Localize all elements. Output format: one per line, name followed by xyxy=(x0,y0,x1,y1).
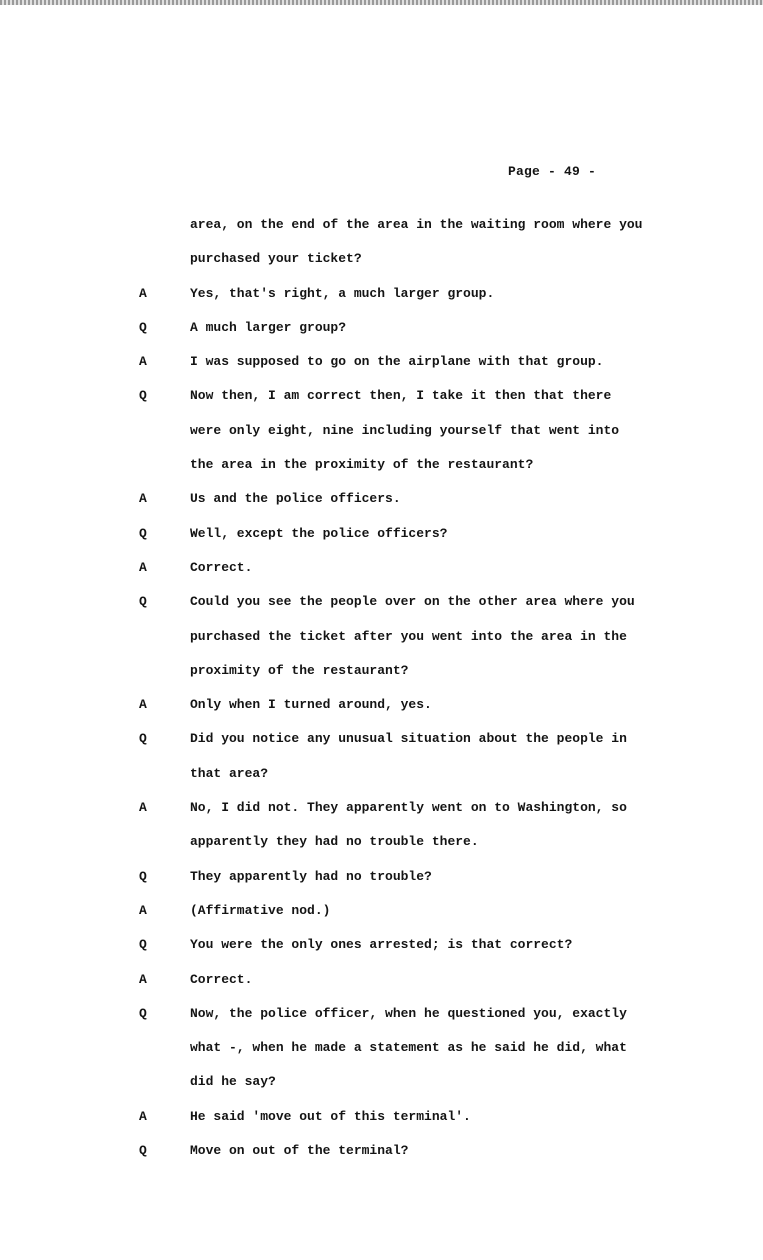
line-text: They apparently had no trouble? xyxy=(190,868,432,884)
transcript-line xyxy=(0,825,763,859)
transcript-line xyxy=(0,620,763,654)
scan-top-edge xyxy=(0,0,763,5)
transcript-line xyxy=(0,894,763,928)
line-text: Could you see the people over on the other area where you xyxy=(190,594,635,610)
line-text: apparently they had no trouble there. xyxy=(190,834,479,850)
line-text: Move on out of the terminal? xyxy=(190,1143,409,1159)
speaker-label: A xyxy=(139,354,147,370)
transcript-line xyxy=(0,688,763,722)
line-text: Us and the police officers. xyxy=(190,491,401,507)
line-text: Did you notice any unusual situation about the people in xyxy=(190,731,627,747)
speaker-label: Q xyxy=(139,1143,147,1159)
line-text: A much larger group? xyxy=(190,319,347,335)
transcript-line xyxy=(0,208,763,242)
line-text: Correct. xyxy=(190,971,253,987)
transcript-line xyxy=(0,928,763,962)
line-text: Now then, I am correct then, I take it then that there xyxy=(190,388,612,404)
speaker-label: Q xyxy=(139,731,147,747)
line-text: were only eight, nine including yourself that went into xyxy=(190,422,620,438)
line-text: Now, the police officer, when he questioned you, exactly xyxy=(190,1005,627,1021)
transcript-line xyxy=(0,482,763,516)
line-text: what -, when he made a statement as he said he did, what xyxy=(190,1040,627,1056)
transcript-line xyxy=(0,1134,763,1168)
transcript-line xyxy=(0,791,763,825)
line-text: I was supposed to go on the airplane with that group. xyxy=(190,354,604,370)
speaker-label: A xyxy=(139,491,147,507)
speaker-label: A xyxy=(139,559,147,575)
speaker-label: Q xyxy=(139,937,147,953)
speaker-label: A xyxy=(139,800,147,816)
line-text: purchased the ticket after you went into the area in the xyxy=(190,628,627,644)
line-text: that area? xyxy=(190,765,269,781)
line-text: proximity of the restaurant? xyxy=(190,662,409,678)
line-text: did he say? xyxy=(190,1074,276,1090)
transcript-line xyxy=(0,585,763,619)
transcript-line xyxy=(0,345,763,379)
line-text: Only when I turned around, yes. xyxy=(190,697,432,713)
line-text: You were the only ones arrested; is that correct? xyxy=(190,937,573,953)
transcript-line xyxy=(0,551,763,585)
transcript-line xyxy=(0,1100,763,1134)
transcript-line xyxy=(0,997,763,1031)
transcript-line xyxy=(0,860,763,894)
line-text: Well, except the police officers? xyxy=(190,525,448,541)
line-text: (Affirmative nod.) xyxy=(190,902,331,918)
transcript-line xyxy=(0,757,763,791)
transcript xyxy=(0,208,763,1168)
transcript-line xyxy=(0,722,763,756)
speaker-label: Q xyxy=(139,525,147,541)
speaker-label: A xyxy=(139,1108,147,1124)
speaker-label: Q xyxy=(139,594,147,610)
line-text: No, I did not. They apparently went on to Washington, so xyxy=(190,800,627,816)
transcript-line xyxy=(0,311,763,345)
speaker-label: Q xyxy=(139,319,147,335)
speaker-label: Q xyxy=(139,1005,147,1021)
line-text: Yes, that's right, a much larger group. xyxy=(190,285,495,301)
transcript-line xyxy=(0,963,763,997)
transcript-line xyxy=(0,414,763,448)
speaker-label: Q xyxy=(139,868,147,884)
speaker-label: A xyxy=(139,697,147,713)
line-text: area, on the end of the area in the waiting room where you xyxy=(190,217,643,232)
transcript-line xyxy=(0,242,763,276)
page-number: Page - 49 - xyxy=(508,164,597,179)
speaker-label: A xyxy=(139,285,147,301)
transcript-line xyxy=(0,379,763,413)
line-text: the area in the proximity of the restaurant? xyxy=(190,457,534,473)
speaker-label: Q xyxy=(139,388,147,404)
transcript-line xyxy=(0,517,763,551)
transcript-line xyxy=(0,1031,763,1065)
line-text: purchased your ticket? xyxy=(190,251,362,267)
line-text: He said 'move out of this terminal'. xyxy=(190,1108,471,1124)
transcript-line xyxy=(0,277,763,311)
transcript-line xyxy=(0,1065,763,1099)
transcript-line xyxy=(0,448,763,482)
line-text: Correct. xyxy=(190,559,253,575)
speaker-label: A xyxy=(139,971,147,987)
transcript-line xyxy=(0,654,763,688)
speaker-label: A xyxy=(139,902,147,918)
